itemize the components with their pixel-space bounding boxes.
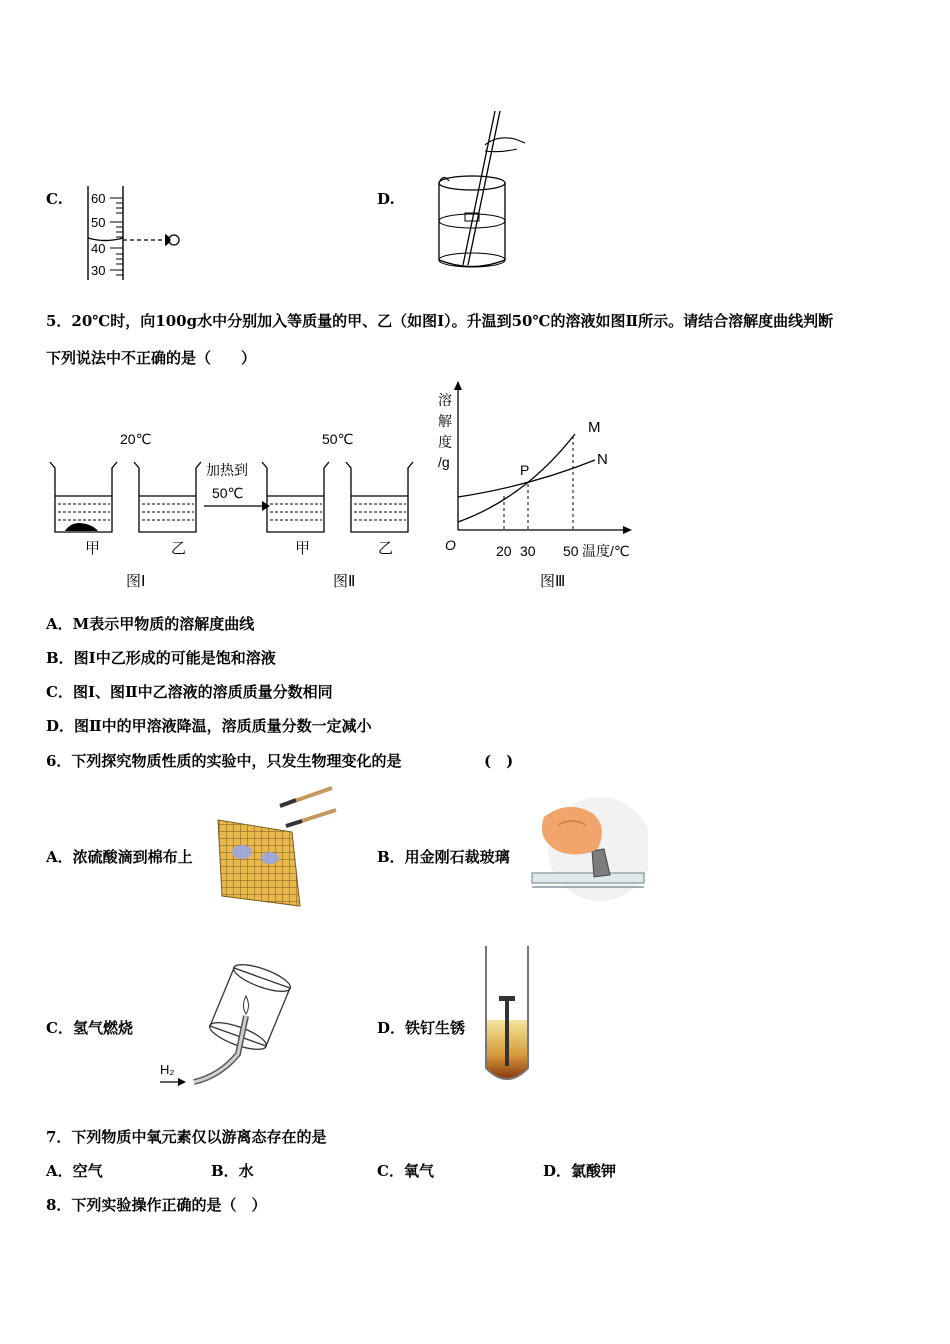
origin-label: O: [445, 537, 456, 553]
cylinder-tick-30: 30: [91, 263, 106, 278]
q5-stem-line1: 5．20℃时，向100g水中分别加入等质量的甲、乙（如图Ⅰ）。升温到50℃的溶液如图Ⅱ所示。请结合溶解度曲线判断: [46, 312, 834, 330]
q4-option-c-label: C.: [46, 190, 63, 208]
ylabel-char-1: 溶: [438, 392, 452, 408]
heat-label-1: 加热到: [206, 462, 248, 478]
fig1-temp-label: 20℃: [120, 431, 152, 447]
beaker-yi-fig1: [134, 462, 201, 532]
fig1-caption: 图Ⅰ: [126, 573, 146, 590]
beaker-jia-fig2: [262, 462, 329, 532]
q6-option-b[interactable]: B．用金刚石裁玻璃: [377, 848, 510, 866]
fig2-temp-label: 50℃: [322, 431, 354, 447]
q6-answer-paren: ( ): [484, 752, 514, 770]
cloth-acid-image: [212, 782, 342, 910]
q8-stem: 8．下列实验操作正确的是（ ）: [46, 1196, 267, 1214]
q5-stem-line2: 下列说法中不正确的是（ ）: [46, 349, 257, 367]
q5-option-a[interactable]: A．M表示甲物质的溶解度曲线: [46, 615, 255, 633]
ylabel-char-3: 度: [438, 434, 452, 450]
curve-m-label: M: [588, 419, 601, 436]
q6-option-a[interactable]: A．浓硫酸滴到棉布上: [46, 848, 193, 866]
hydrogen-burning-image: [150, 958, 300, 1093]
xtick-20: 20: [496, 543, 512, 559]
q6-option-c[interactable]: C．氢气燃烧: [46, 1019, 133, 1037]
q7-option-c[interactable]: C．氧气: [377, 1162, 434, 1180]
h2-label: H₂: [160, 1062, 175, 1077]
q5-option-b[interactable]: B．图Ⅰ中乙形成的可能是饱和溶液: [46, 649, 276, 667]
solubility-graph: [430, 378, 645, 593]
q6-stem: 6．下列探究物质性质的实验中，只发生物理变化的是: [46, 752, 402, 770]
q5-option-c[interactable]: C．图Ⅰ、图Ⅱ中乙溶液的溶质质量分数相同: [46, 683, 333, 701]
beaker-stirring-figure: [425, 105, 540, 280]
diamond-glass-cutter-image: [528, 795, 648, 907]
q7-option-a[interactable]: A．空气: [46, 1162, 103, 1180]
graduated-cylinder-figure: [80, 180, 190, 285]
xtick-50: 50: [563, 543, 579, 559]
cylinder-tick-50: 50: [91, 215, 106, 230]
curve-n-label: N: [597, 451, 608, 468]
q6-option-d[interactable]: D．铁钉生锈: [377, 1019, 466, 1037]
q7-stem: 7．下列物质中氧元素仅以游离态存在的是: [46, 1128, 327, 1146]
xaxis-label: 温度/℃: [582, 543, 630, 559]
q4-option-d-label: D.: [377, 190, 395, 208]
q5-beaker-figures: [40, 420, 440, 595]
ylabel-char-4: /g: [438, 454, 450, 470]
fig3-caption: 图Ⅲ: [540, 573, 566, 590]
iron-nail-rust-image: [478, 940, 536, 1092]
ylabel-char-2: 解: [438, 413, 452, 429]
cylinder-tick-40: 40: [91, 241, 106, 256]
fig2-jia-label: 甲: [295, 540, 311, 557]
heat-label-2: 50℃: [212, 485, 244, 501]
curve-m-line: [458, 434, 575, 522]
q5-option-d[interactable]: D．图Ⅱ中的甲溶液降温，溶质质量分数一定减小: [46, 717, 372, 735]
fig2-caption: 图Ⅱ: [333, 573, 356, 590]
fig1-jia-label: 甲: [85, 540, 101, 557]
fig2-yi-label: 乙: [378, 540, 394, 557]
q7-option-d[interactable]: D．氯酸钾: [543, 1162, 617, 1180]
xtick-30: 30: [520, 543, 536, 559]
beaker-jia-fig1: [50, 462, 117, 532]
cylinder-tick-60: 60: [91, 191, 106, 206]
point-p-label: P: [520, 462, 530, 478]
beaker-yi-fig2: [346, 462, 413, 532]
fig1-yi-label: 乙: [171, 540, 187, 557]
q7-option-b[interactable]: B．水: [211, 1162, 254, 1180]
